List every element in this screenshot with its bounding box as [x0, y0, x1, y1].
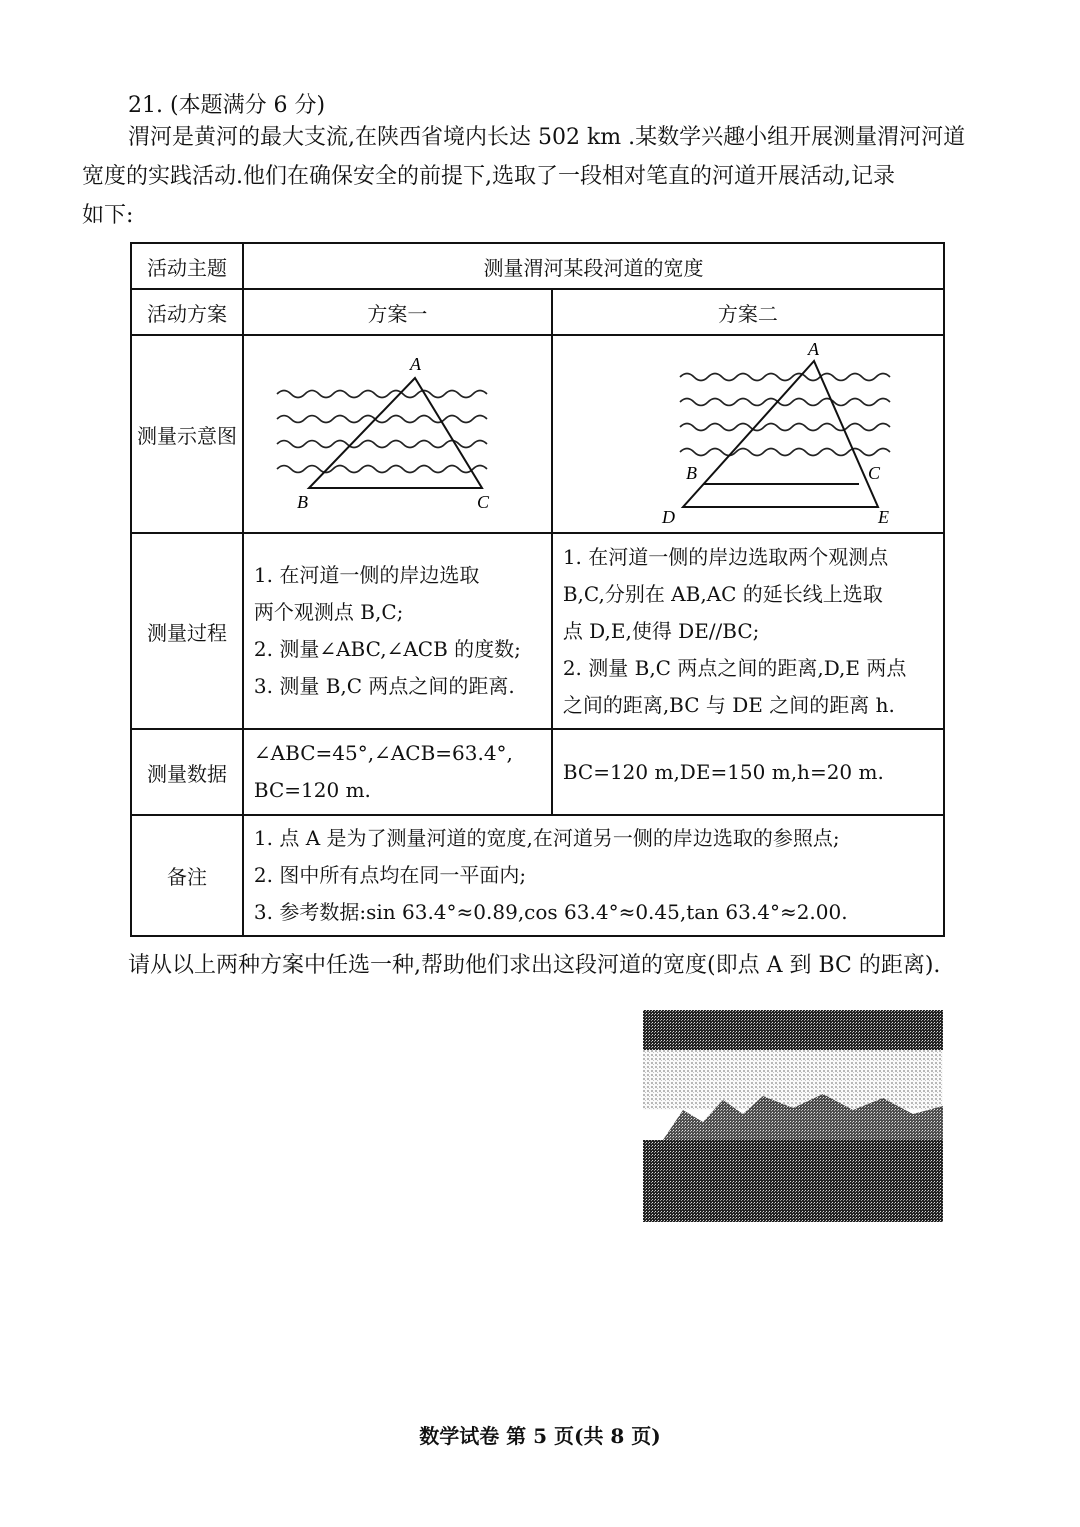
- river-waves: [680, 374, 890, 456]
- diagram-two-cell: [552, 335, 944, 533]
- plan-one-header: 方案一: [243, 289, 552, 335]
- row-topic: [131, 243, 944, 289]
- wave-line: [277, 466, 487, 473]
- photo-near-bank: [643, 1140, 943, 1222]
- question-prompt: 请从以上两种方案中任选一种,帮助他们求出这段河道的宽度(即点 A 到 BC 的距离).: [128, 953, 941, 978]
- process-one-line: 2. 测量∠ABC,∠ACB 的度数;: [253, 637, 521, 661]
- point-c-label: C: [867, 463, 880, 483]
- process-one-line: 1. 在河道一侧的岸边选取: [253, 563, 480, 587]
- process-two-line: 之间的距离,BC 与 DE 之间的距离 h.: [562, 692, 895, 717]
- point-a-label: A: [410, 354, 422, 374]
- note-line: 1. 点 A 是为了测量河道的宽度,在河道另一侧的岸边选取的参照点;: [253, 826, 840, 850]
- process-one-cell: [243, 533, 552, 729]
- point-a-label: A: [807, 339, 819, 359]
- process-two-line: B,C,分别在 AB,AC 的延长线上选取: [562, 581, 883, 606]
- row-process: [131, 533, 944, 729]
- intro-line-2: 宽度的实践活动.他们在确保安全的前提下,选取了一段相对笔直的河道开展活动,记录: [82, 164, 895, 189]
- question-number: 21. (本题满分 6 分): [128, 93, 326, 118]
- point-d-label: D: [661, 507, 675, 527]
- point-b-label: B: [297, 492, 309, 512]
- point-b-label: B: [685, 463, 697, 483]
- data-two-line: BC=120 m,DE=150 m,h=20 m.: [562, 759, 884, 784]
- page-footer: 数学试卷 第 5 页(共 8 页): [419, 1424, 661, 1448]
- process-one-line: 两个观测点 B,C;: [253, 600, 404, 624]
- intro-line-1: 渭河是黄河的最大支流,在陕西省境内长达 502 km .某数学兴趣小组开展测量渭河河道: [128, 125, 966, 150]
- data-label: 测量数据: [131, 729, 243, 815]
- data-one-cell: [243, 729, 552, 815]
- diagram-label: 测量示意图: [131, 335, 243, 533]
- photo-water: [643, 1050, 943, 1110]
- plan-two-diagram: [588, 339, 908, 529]
- process-two-line: 1. 在河道一侧的岸边选取两个观测点: [562, 544, 889, 569]
- river-photo: [643, 1010, 943, 1222]
- plan-two-header: 方案二: [552, 289, 944, 335]
- point-e-label: E: [877, 507, 889, 527]
- note-label: 备注: [131, 815, 243, 936]
- triangle-abc: [309, 378, 482, 488]
- row-diagram: [131, 335, 944, 533]
- triangle-ade: [683, 361, 878, 507]
- wave-line: [680, 449, 890, 456]
- plan-label: 活动方案: [131, 289, 243, 335]
- process-label: 测量过程: [131, 533, 243, 729]
- wave-line: [680, 424, 890, 431]
- row-plan: [131, 289, 944, 335]
- wave-line: [680, 374, 890, 381]
- process-two-line: 点 D,E,使得 DE//BC;: [562, 618, 760, 643]
- row-data: [131, 729, 944, 815]
- plan-one-diagram: [247, 344, 547, 524]
- process-one-line: 3. 测量 B,C 两点之间的距离.: [253, 674, 515, 698]
- wave-line: [277, 416, 487, 423]
- row-note: [131, 815, 944, 936]
- wave-line: [277, 391, 487, 398]
- wave-line: [680, 399, 890, 406]
- diagram-one-cell: [243, 335, 552, 533]
- process-two-line: 2. 测量 B,C 两点之间的距离,D,E 两点: [562, 655, 907, 680]
- question-intro: [82, 118, 1002, 235]
- note-line: 2. 图中所有点均在同一平面内;: [253, 863, 527, 887]
- point-c-label: C: [477, 492, 490, 512]
- topic-label: 活动主题: [131, 243, 243, 289]
- data-two-cell: [552, 729, 944, 815]
- topic-value: 测量渭河某段河道的宽度: [243, 243, 944, 289]
- activity-table: [130, 242, 945, 937]
- data-one-line: BC=120 m.: [253, 778, 371, 802]
- river-waves: [277, 391, 487, 473]
- note-cell: [243, 815, 944, 936]
- process-two-cell: [552, 533, 944, 729]
- note-line: 3. 参考数据:sin 63.4°≈0.89,cos 63.4°≈0.45,tan 63.4°≈2.00.: [253, 900, 848, 924]
- data-one-line: ∠ABC=45°,∠ACB=63.4°,: [253, 741, 513, 765]
- intro-line-3: 如下:: [82, 203, 134, 228]
- photo-far-bank: [643, 1010, 943, 1050]
